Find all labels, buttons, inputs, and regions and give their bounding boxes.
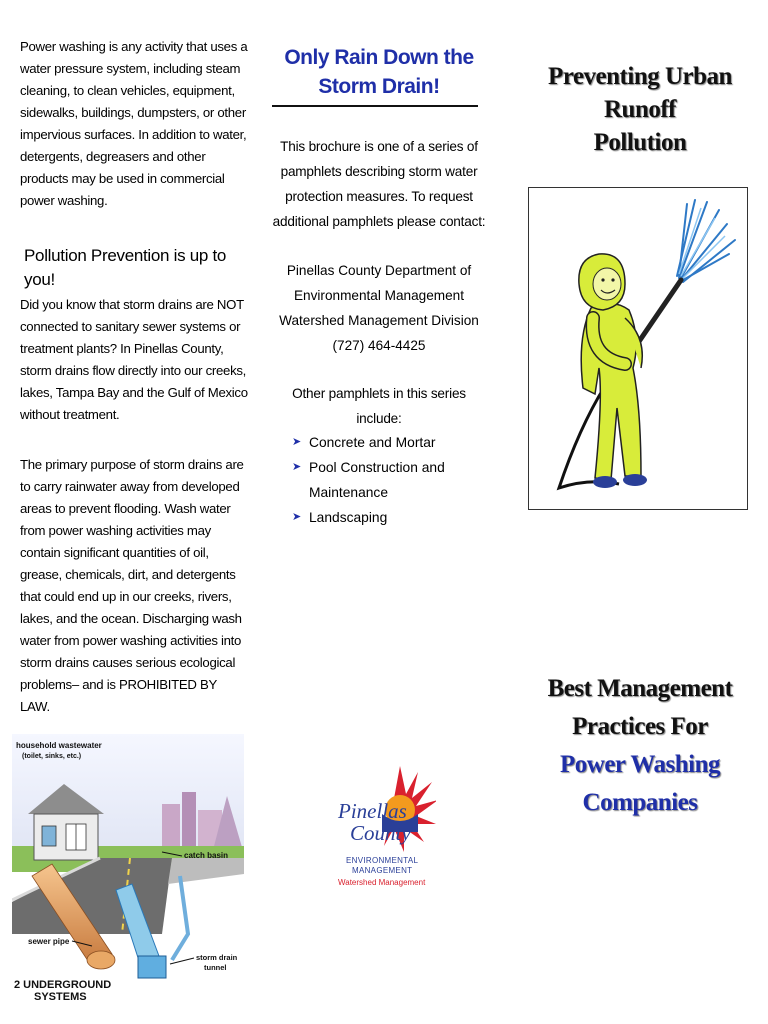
diagram-label-sewer-pipe: sewer pipe	[28, 937, 70, 946]
diagram-label-household: household wastewater	[16, 741, 102, 750]
contact-division: Watershed Management Division	[279, 313, 479, 328]
arrow-bullet-icon: ➤	[292, 511, 302, 523]
list-item	[292, 430, 492, 455]
cover-title	[522, 60, 758, 159]
logo-word-pinellas: Pinellas	[338, 799, 407, 823]
logo-line-management: MANAGEMENT	[352, 866, 413, 875]
only-rain-title-line-2: Storm Drain!	[318, 75, 440, 98]
title-divider	[272, 105, 478, 107]
contact-block	[268, 258, 490, 358]
purpose-paragraph: The primary purpose of storm drains are to carry rainwater away from developed areas to prevent flooding. Wash water from power washing activities may contain significant quantities of oil, grease, chemicals, dirt, and detergents that could end up in our creeks, rivers, lakes, and the ocean. Discharging wash water from power washing activities into storm drains causes serious ecological problems– and is PROHIBITED BY LAW.	[20, 457, 244, 714]
diagram-label-household-sub: (toilet, sinks, etc.)	[22, 753, 82, 760]
only-rain-title-line-1: Only Rain Down the	[284, 46, 474, 69]
arrow-bullet-icon: ➤	[292, 461, 302, 473]
bmp-line-1: Best Management	[547, 675, 733, 702]
storm-drain-paragraph: Did you know that storm drains are NOT connected to sanitary sewer systems or treatment plants? In Pinellas County, storm drains flow directly into our creeks, lakes, Tampa Bay and the Gulf of Mexico without treatment.	[20, 297, 248, 422]
intro-paragraph: Power washing is any activity that uses a water pressure system, including steam cleaning, to clean vehicles, equipment, sidewalks, buildings, dumpsters, or other impervious surfaces. In addition to water, detergents, degreasers and other products may be used in commercial power washing.	[20, 39, 248, 208]
diagram-label-storm-drain: storm drain	[196, 953, 238, 962]
underground-systems-diagram	[12, 734, 244, 1012]
logo-line-environmental: ENVIRONMENTAL	[346, 856, 419, 865]
power-washer-illustration	[528, 187, 748, 510]
cover-title-line-2: Pollution	[593, 129, 687, 156]
only-rain-title	[268, 43, 490, 101]
series-item-label: Pool Construction and Maintenance	[309, 460, 445, 500]
bmp-title	[522, 670, 758, 822]
bmp-line-2: Practices For	[572, 713, 708, 740]
series-label: Other pamphlets in this series include:	[292, 386, 466, 426]
contact-environmental: Environmental Management	[293, 288, 464, 303]
left-panel	[14, 0, 248, 1024]
diagram-label-systems: 2 UNDERGROUND	[14, 979, 112, 991]
list-item	[292, 505, 492, 530]
prevention-heading: Pollution Prevention is up to you!	[24, 246, 227, 289]
series-item-label: Landscaping	[309, 510, 388, 525]
diagram-label-systems-2: SYSTEMS	[34, 991, 87, 1003]
diagram-label-catch-basin: catch basin	[184, 851, 229, 860]
bmp-line-4: Companies	[582, 789, 698, 816]
logo-line-watershed: Watershed Management	[338, 878, 426, 887]
logo-word-county: County	[350, 821, 411, 845]
series-item-label: Concrete and Mortar	[309, 435, 436, 450]
contact-department: Pinellas County Department of	[286, 263, 472, 278]
diagram-label-tunnel: tunnel	[204, 963, 227, 972]
contact-phone: (727) 464-4425	[332, 338, 426, 353]
middle-panel	[268, 0, 490, 1024]
arrow-bullet-icon: ➤	[292, 436, 302, 448]
request-paragraph: This brochure is one of a series of pamphlets describing storm water protection measures. To request additional pamphlets please contact:	[272, 139, 486, 229]
bmp-line-3: Power Washing	[560, 751, 720, 778]
pinellas-county-logo	[336, 764, 436, 894]
cover-title-line-1: Preventing Urban Runoff	[548, 63, 732, 123]
right-panel	[522, 0, 758, 1024]
series-list	[292, 430, 492, 530]
list-item	[292, 455, 492, 505]
